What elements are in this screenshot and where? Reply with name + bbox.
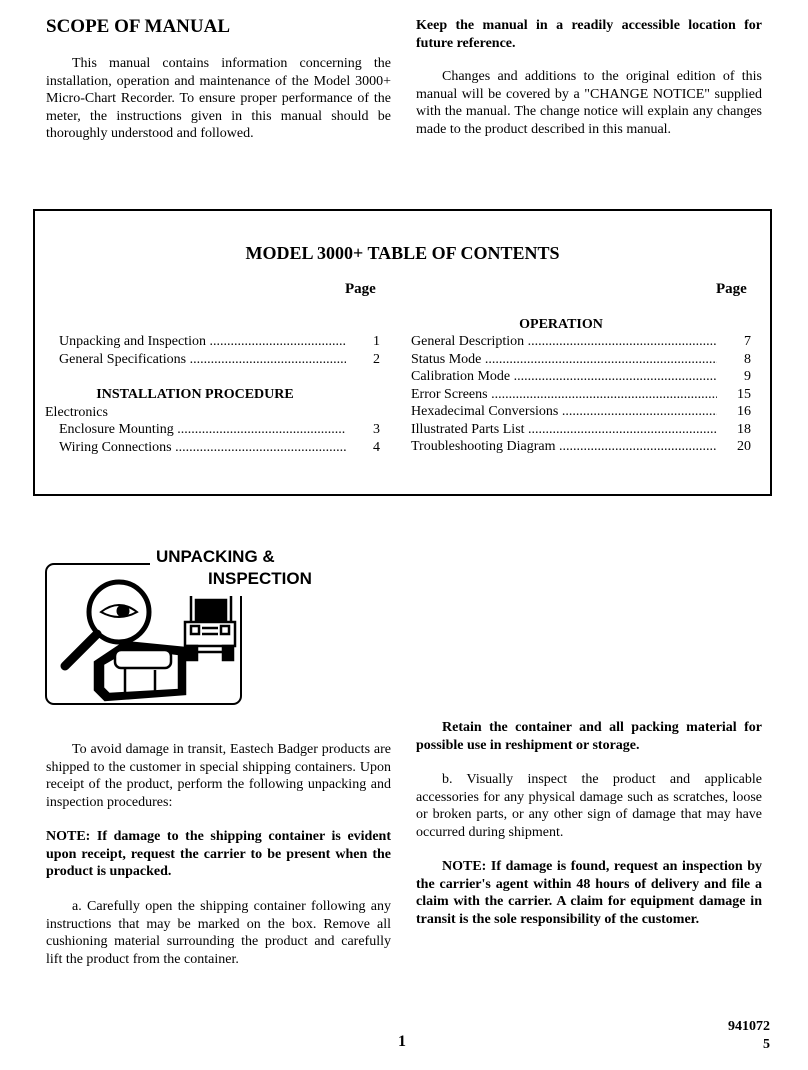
toc-entry[interactable] bbox=[411, 334, 751, 352]
toc-entry-page: 8 bbox=[744, 351, 751, 367]
toc-entry-page: 2 bbox=[373, 351, 380, 367]
toc-entry-label: Error Screens ..... bbox=[411, 387, 717, 403]
installation-heading: INSTALLATION PROCEDURE bbox=[96, 387, 294, 402]
step-a: a. Carefully open the shipping container following any instructions that may be marked on the box. Remove all cushioning material surrounding the product and carefully lift the product from the container. bbox=[46, 899, 391, 967]
toc-page-label-right: Page bbox=[716, 281, 747, 297]
toc-entry-label: General Description ..... bbox=[411, 334, 717, 350]
toc-entry-label: Calibration Mode ..... bbox=[411, 369, 717, 385]
toc-entry[interactable] bbox=[59, 334, 380, 352]
toc-box bbox=[33, 209, 772, 496]
toc-entry-page: 7 bbox=[744, 334, 751, 349]
toc-entry-label: Hexadecimal Conversions ..... bbox=[411, 404, 717, 420]
electronics-label: Electronics bbox=[45, 405, 108, 420]
toc-entry-label: General Specifications ..... bbox=[59, 352, 346, 368]
toc-page-label-left: Page bbox=[345, 281, 376, 297]
toc-title: MODEL 3000+ TABLE OF CONTENTS bbox=[245, 243, 560, 263]
toc-entry[interactable] bbox=[59, 422, 380, 440]
change-notice-paragraph: Changes and additions to the original edition of this manual will be covered by a "CHANGE NOTICE" supplied with the manual. The change notice will explain any changes made to the product described in this manual. bbox=[416, 69, 762, 137]
unpacking-intro: To avoid damage in transit, Eastech Badger products are shipped to the customer in special shipping containers. Upon receipt of the product, perform the following unpacking and inspection procedures: bbox=[46, 742, 391, 810]
operation-heading: OPERATION bbox=[519, 317, 603, 332]
sheet-number: 5 bbox=[763, 1037, 770, 1052]
toc-entry[interactable] bbox=[411, 404, 751, 422]
unpacking-title-line1: UNPACKING & bbox=[156, 547, 275, 566]
toc-entry-page: 4 bbox=[373, 439, 380, 455]
keep-manual-note: Keep the manual in a readily accessible location for future reference. bbox=[416, 18, 762, 51]
toc-operation-column bbox=[411, 334, 751, 457]
toc-entry[interactable] bbox=[59, 352, 380, 370]
toc-installation-column bbox=[59, 422, 380, 457]
toc-entry-page: 3 bbox=[373, 422, 380, 437]
toc-entry-label: Status Mode ..... bbox=[411, 352, 717, 368]
toc-left-column bbox=[59, 334, 380, 369]
toc-entry[interactable] bbox=[59, 440, 380, 458]
toc-entry[interactable] bbox=[411, 439, 751, 457]
unpacking-title-line2: INSPECTION bbox=[208, 569, 312, 588]
scope-heading: SCOPE OF MANUAL bbox=[46, 16, 231, 37]
toc-entry-page: 15 bbox=[737, 386, 751, 402]
toc-entry[interactable] bbox=[411, 422, 751, 440]
toc-entry-page: 18 bbox=[737, 421, 751, 437]
unpacking-title-block bbox=[150, 546, 336, 596]
toc-entry-label: Wiring Connections ..... bbox=[59, 440, 346, 456]
step-b: b. Visually inspect the product and applicable accessories for any physical damage such as scratches, loose or broken parts, or any other sign of damage that may have occurred during shipment. bbox=[416, 772, 762, 840]
scope-paragraph: This manual contains information concerning the installation, operation and maintenance of the Model 3000+ Micro-Chart Recorder. To ensure proper performance of the meter, the instructions given in this manual should be thoroughly understood and followed. bbox=[46, 56, 391, 142]
toc-entry-page: 20 bbox=[737, 439, 751, 454]
toc-entry-page: 9 bbox=[744, 369, 751, 384]
toc-entry-label: Unpacking and Inspection ..... bbox=[59, 334, 346, 350]
inspection-note: NOTE: If damage is found, request an inspection by the carrier's agent within 48 hours of delivery and file a claim with the carrier. A claim for equipment damage in transit is the sole responsibility of the customer. bbox=[416, 859, 762, 927]
page-number: 1 bbox=[398, 1033, 406, 1050]
toc-entry-label: Illustrated Parts List ..... bbox=[411, 422, 717, 438]
truck-icon bbox=[185, 594, 235, 660]
toc-entry-page: 16 bbox=[737, 404, 751, 419]
toc-entry[interactable] bbox=[411, 387, 751, 405]
toc-entry[interactable] bbox=[411, 352, 751, 370]
toc-entry-page: 1 bbox=[373, 334, 380, 349]
toc-entry-label: Troubleshooting Diagram ..... bbox=[411, 439, 717, 455]
retain-container-note: Retain the container and all packing material for possible use in reshipment or storage. bbox=[416, 720, 762, 753]
damage-note: NOTE: If damage to the shipping container is evident upon receipt, request the carrier to be present when the product is unpacked. bbox=[46, 829, 391, 880]
toc-entry[interactable] bbox=[411, 369, 751, 387]
toc-entry-label: Enclosure Mounting ..... bbox=[59, 422, 346, 438]
document-number: 941072 bbox=[728, 1019, 770, 1034]
